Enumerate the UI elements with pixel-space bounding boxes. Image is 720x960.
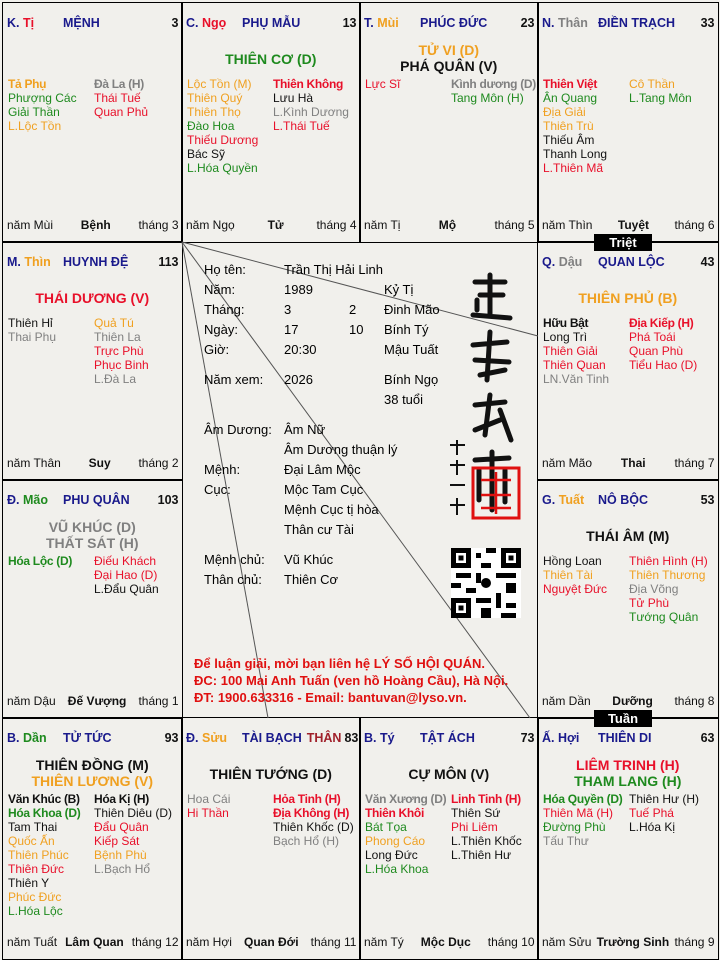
star: Phúc Đức [8, 890, 62, 904]
star: L.Lộc Tồn [8, 119, 62, 133]
year-label: năm Hợi [186, 934, 232, 949]
contact-line: ĐC: 100 Mai Anh Tuấn (ven hồ Hoàng Cầu), Hà Nội. [194, 673, 509, 688]
main-star: CỰ MÔN (V) [408, 766, 490, 782]
main-star: THIÊN CƠ (D) [225, 51, 317, 67]
month-label: tháng 6 [674, 217, 715, 232]
branch-label: Tuất [558, 493, 585, 507]
info-value: Mậu Tuất [384, 342, 439, 357]
contact-line: Để luận giải, mời bạn liên hệ LÝ SỐ HỘI QUÁN. [194, 656, 485, 671]
main-star: TỬ VI (D) [418, 42, 480, 58]
info-label: Mệnh chủ: [204, 552, 265, 567]
stem-label: B. [364, 731, 377, 745]
stem-label: Đ. [7, 493, 20, 507]
info-value: Âm Nữ [284, 422, 326, 437]
month-label: tháng 11 [310, 934, 357, 949]
main-star: THIÊN ĐỒNG (M) [35, 757, 149, 773]
month-label: tháng 2 [138, 455, 179, 470]
info-label: Tháng: [204, 302, 245, 317]
star: L.Thiên Hư [451, 848, 512, 862]
life-stage: Dưỡng [612, 693, 653, 708]
info-value: 38 tuổi [384, 392, 424, 407]
star: Tang Môn (H) [451, 91, 524, 105]
star: Thai Phụ [8, 330, 57, 344]
palace-age: 103 [157, 493, 179, 507]
main-star: LIÊM TRINH (H) [576, 757, 680, 773]
star: Thiên Hư (H) [629, 792, 700, 806]
year-label: năm Tị [364, 217, 401, 232]
star: Bác Sỹ [187, 147, 226, 161]
star: Nguyệt Đức [543, 582, 608, 596]
stem-label: T. [364, 16, 374, 30]
star: Phong Cáo [365, 834, 426, 848]
star: Kình dương (D) [451, 77, 536, 91]
star: Phượng Các [8, 91, 77, 105]
palace-name: PHỤ MẪU [242, 16, 301, 30]
star: Bệnh Phù [94, 848, 147, 862]
star: Tuế Phá [629, 806, 674, 820]
star: Thiên Mã (H) [543, 806, 614, 820]
info-label: Họ tên: [204, 262, 246, 277]
palace-name: THIÊN DI [598, 731, 652, 745]
star: Quả Tú [94, 316, 134, 330]
info-value: Kỷ Tị [384, 282, 414, 297]
palace-age: 43 [700, 255, 715, 269]
info-value: Bính Tý [384, 322, 429, 337]
star: Thiên Phúc [8, 848, 69, 862]
palace-age: 33 [700, 16, 715, 30]
month-label: tháng 7 [674, 455, 715, 470]
palace-age: 13 [342, 16, 357, 30]
palace-name: PHU QUÂN [63, 493, 130, 507]
main-star: THÁI ÂM (M) [586, 528, 670, 544]
info-label: Giờ: [204, 342, 230, 357]
info-value: Mệnh Cục tị hòa [284, 502, 379, 517]
star: L.Hóa Quyền [187, 161, 258, 175]
month-label: tháng 10 [487, 934, 535, 949]
month-label: tháng 5 [494, 217, 535, 232]
year-label: năm Mão [542, 455, 593, 470]
star: L.Thiên Mã [543, 161, 604, 175]
branch-label: Ngọ [201, 16, 227, 30]
life-stage: Suy [88, 455, 111, 470]
qr-code [451, 548, 521, 618]
main-star: THẤT SÁT (H) [45, 535, 139, 551]
star: Ân Quang [543, 91, 598, 105]
star: L.Hóa Lộc [8, 904, 63, 918]
info-label: Âm Dương: [204, 422, 272, 437]
palace-age: 3 [171, 16, 179, 30]
star: Thiên Khốc (D) [273, 820, 354, 834]
star: Thiên Hỉ [8, 316, 53, 330]
star: Hoa Cái [187, 792, 231, 806]
star: Thiên Việt [543, 77, 598, 91]
star: Hóa Khoa (D) [8, 806, 81, 820]
star: Đại Hao (D) [94, 568, 158, 582]
year-label: năm Tý [364, 934, 404, 949]
star: Đào Hoa [187, 119, 235, 133]
star: Hóa Quyền (D) [543, 792, 623, 806]
info-value: 2 [349, 302, 357, 317]
branch-label: Dần [22, 731, 47, 745]
info-value: 2026 [284, 372, 313, 387]
star: Kiếp Sát [94, 834, 140, 848]
main-star: THIÊN LƯƠNG (V) [31, 773, 154, 789]
life-stage: Thai [620, 455, 646, 470]
star: L.Đẩu Quân [94, 582, 159, 596]
stem-label: C. [186, 16, 199, 30]
branch-label: Thìn [24, 255, 51, 269]
star: Thiên Y [8, 876, 50, 890]
main-star: VŨ KHÚC (D) [48, 519, 136, 535]
info-value: Bính Ngọ [384, 372, 439, 387]
info-label: Ngày: [204, 322, 238, 337]
star: Phá Toái [629, 330, 676, 344]
info-value: 17 [284, 322, 299, 337]
star: Địa Kiếp (H) [629, 316, 694, 330]
star: L.Thái Tuế [273, 119, 330, 133]
star: Tử Phù [629, 596, 670, 610]
star: Thiên Thương [629, 568, 706, 582]
info-value: Đinh Mão [384, 302, 440, 317]
than-marker: THÂN [306, 731, 342, 745]
star: Địa Không (H) [273, 806, 350, 820]
star: Trực Phù [94, 344, 144, 358]
life-stage: Bệnh [80, 217, 111, 232]
star: Phục Binh [94, 358, 149, 372]
main-star: THÁI DƯƠNG (V) [35, 290, 150, 306]
palace-name: ĐIỀN TRẠCH [598, 16, 676, 30]
main-star: THIÊN PHỦ (B) [578, 290, 678, 306]
palace-age: 63 [700, 731, 715, 745]
info-value: Mộc Tam Cục [284, 482, 364, 497]
star: Thiên Đức [8, 862, 65, 876]
star: Tam Thai [8, 820, 58, 834]
star: Quốc Ấn [8, 834, 55, 848]
star: Linh Tinh (H) [451, 792, 521, 806]
palace-age: 83 [344, 731, 359, 745]
star: Thiên Hình (H) [629, 554, 708, 568]
year-label: năm Dậu [7, 693, 56, 708]
palace-name: QUAN LỘC [598, 255, 665, 269]
palace-name: PHÚC ĐỨC [420, 16, 488, 30]
star: Bát Tọa [365, 820, 407, 834]
star: Quan Phù [629, 344, 684, 358]
year-label: năm Sửu [542, 934, 592, 949]
star: Đẩu Quân [94, 820, 149, 834]
branch-label: Hợi [557, 731, 580, 745]
info-value: Âm Dương thuận lý [284, 442, 398, 457]
star: Hóa Lộc (D) [8, 554, 73, 568]
life-stage: Mộc Dục [420, 934, 471, 949]
palace-name: TÀI BẠCH [242, 731, 302, 745]
life-stage: Lâm Quan [65, 934, 124, 949]
info-value: 3 [284, 302, 292, 317]
star: Thanh Long [543, 147, 608, 161]
star: Điếu Khách [94, 554, 157, 568]
star: Thiên Giải [543, 344, 598, 358]
star: Thiên Sứ [451, 806, 501, 820]
star: Lộc Tồn (M) [187, 77, 252, 91]
star: L.Bạch Hổ [94, 862, 151, 876]
life-stage: Tuyệt [617, 217, 650, 232]
branch-label: Tý [379, 731, 395, 745]
star: Thiên Diêu (D) [94, 806, 173, 820]
branch-label: Dậu [558, 255, 583, 269]
calligraphy-logo [445, 270, 525, 530]
star: Hi Thần [187, 806, 229, 820]
star: Địa Giải [543, 105, 586, 119]
star: Cô Thần [629, 77, 675, 91]
star: Thiên Thọ [187, 105, 241, 119]
stem-label: B. [7, 731, 20, 745]
palace-age: 113 [158, 255, 179, 269]
star: Thiên Không [273, 77, 344, 91]
year-label: năm Thân [7, 455, 61, 470]
main-star: THIÊN TƯỚNG (D) [209, 766, 332, 782]
stem-label: Ấ. [542, 731, 555, 745]
main-star: PHÁ QUÂN (V) [400, 58, 498, 74]
triet-tag: Triệt [594, 234, 652, 251]
stem-label: Q. [542, 255, 556, 269]
star: Thiên Quan [543, 358, 606, 372]
month-label: tháng 9 [674, 934, 715, 949]
branch-label: Mão [22, 493, 48, 507]
life-stage: Mộ [438, 217, 457, 232]
star: Tiểu Hao (D) [629, 358, 698, 372]
stem-label: K. [7, 16, 20, 30]
star: Đường Phù [543, 820, 606, 834]
palace-age: 53 [700, 493, 715, 507]
star: Long Trì [543, 330, 588, 344]
month-label: tháng 12 [131, 934, 179, 949]
branch-label: Thân [557, 16, 588, 30]
month-label: tháng 3 [138, 217, 179, 232]
star: Hóa Kị (H) [94, 792, 149, 806]
star: L.Đà La [94, 372, 137, 386]
star: L.Hóa Kị [629, 820, 676, 834]
star: Văn Xương (D) [365, 792, 447, 806]
star: Đà La (H) [94, 77, 144, 91]
palace-name: TẬT ÁCH [420, 731, 475, 745]
year-label: năm Thìn [542, 217, 593, 232]
year-label: năm Ngọ [186, 217, 235, 232]
life-stage: Đế Vượng [67, 693, 127, 708]
palace-name: HUYNH ĐỆ [63, 255, 129, 269]
branch-label: Mùi [377, 16, 399, 30]
life-stage: Quan Đới [244, 934, 299, 949]
star: LN.Văn Tinh [543, 372, 610, 386]
star: Thiếu Dương [187, 133, 259, 147]
star: Quan Phủ [94, 105, 149, 119]
star: Thái Tuế [94, 91, 141, 105]
life-stage: Trường Sinh [596, 934, 670, 949]
info-value: Vũ Khúc [284, 552, 334, 567]
stem-label: G. [542, 493, 556, 507]
star: Lưu Hà [273, 91, 314, 105]
year-label: năm Tuất [7, 934, 58, 949]
info-label: Thân chủ: [204, 572, 262, 587]
star: Lực Sĩ [365, 77, 401, 91]
star: L.Hóa Khoa [365, 862, 429, 876]
star: Tướng Quân [629, 610, 699, 624]
info-label: Cục: [204, 482, 231, 497]
star: Hồng Loan [543, 554, 602, 568]
star: Hỏa Tinh (H) [273, 792, 341, 806]
main-star: THAM LANG (H) [574, 773, 682, 789]
contact-line: ĐT: 1900.633316 - Email: bantuvan@lyso.vn. [194, 690, 467, 705]
star: Phi Liêm [451, 820, 498, 834]
star: Địa Võng [629, 582, 679, 596]
info-label: Năm: [204, 282, 236, 297]
month-label: tháng 4 [316, 217, 357, 232]
star: Thiên Tài [543, 568, 593, 582]
star: L.Thiên Khốc [451, 834, 522, 848]
year-label: năm Dần [542, 693, 591, 708]
stem-label: Đ. [186, 731, 199, 745]
info-value: 1989 [284, 282, 313, 297]
star: Văn Khúc (B) [8, 792, 80, 806]
life-stage: Tử [267, 217, 284, 232]
info-value: 20:30 [284, 342, 317, 357]
palace-name: TỬ TỨC [63, 731, 112, 745]
branch-label: Sửu [201, 731, 228, 745]
star: L.Tang Môn [629, 91, 692, 105]
branch-label: Tị [22, 16, 35, 30]
info-value: 10 [349, 322, 364, 337]
palace-age: 93 [164, 731, 179, 745]
star: Thiên Quý [187, 91, 243, 105]
tuan-tag: Tuần [594, 710, 652, 727]
star: Hữu Bật [543, 316, 589, 330]
info-value: Thân cư Tài [284, 522, 354, 537]
palace-age: 73 [520, 731, 535, 745]
palace-age: 23 [520, 16, 535, 30]
palace-name: NÔ BỘC [598, 493, 648, 507]
palace-name: MỆNH [63, 16, 100, 30]
info-value: Đại Lâm Mộc [284, 462, 361, 477]
info-value: Thiên Cơ [284, 572, 339, 587]
star: Thiên Khôi [365, 806, 424, 820]
star: L.Kình Dương [273, 105, 349, 119]
star: Thiên La [94, 330, 141, 344]
info-label: Năm xem: [204, 372, 264, 387]
month-label: tháng 8 [674, 693, 715, 708]
star: Tả Phụ [8, 77, 47, 91]
stem-label: M. [7, 255, 21, 269]
star: Giải Thần [8, 105, 60, 119]
month-label: tháng 1 [138, 693, 179, 708]
info-label: Mệnh: [204, 462, 241, 477]
star: Long Đức [365, 848, 418, 862]
star: Thiếu Âm [543, 133, 595, 147]
star: Tấu Thư [543, 834, 589, 848]
stem-label: N. [542, 16, 555, 30]
info-value: Trần Thị Hải Linh [284, 262, 383, 277]
star: Bạch Hổ (H) [273, 834, 340, 848]
year-label: năm Mùi [7, 217, 54, 232]
star: Thiên Trù [543, 119, 594, 133]
